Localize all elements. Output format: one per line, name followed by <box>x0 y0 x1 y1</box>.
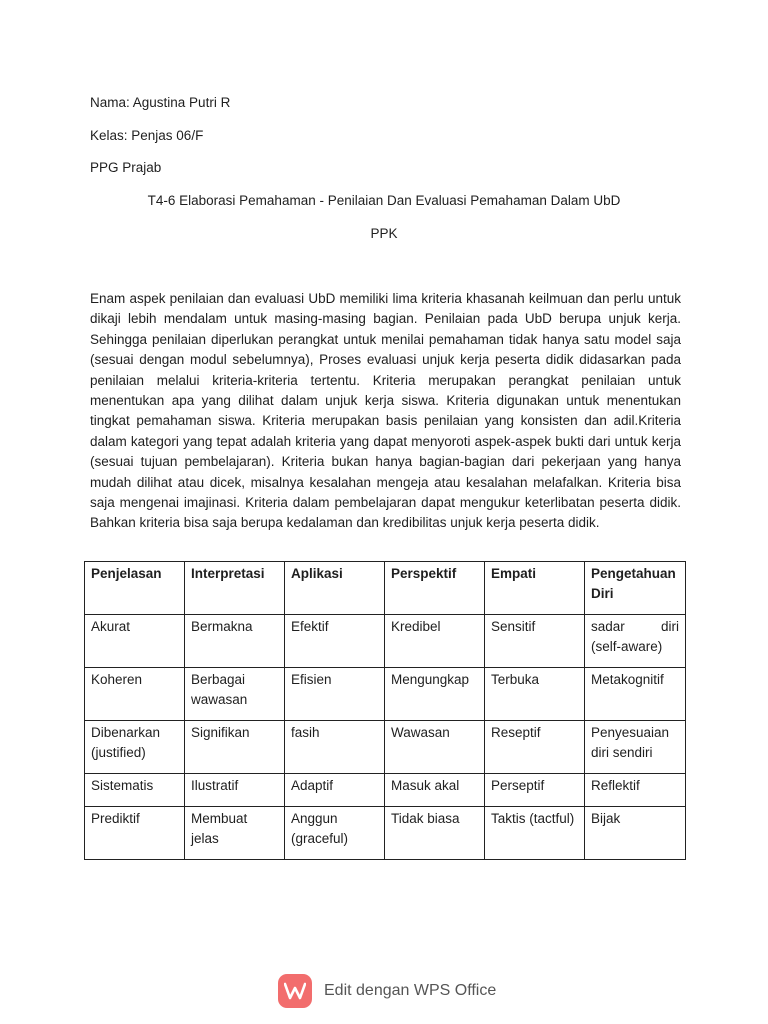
table-cell: Penyesuaian diri sendiri <box>585 721 686 774</box>
table-cell: Tidak biasa <box>385 807 485 860</box>
table-row <box>85 807 686 860</box>
header-cell: Penjelasan <box>85 562 185 615</box>
table-cell: Adaptif <box>285 774 385 807</box>
table-cell: Sensitif <box>485 615 585 668</box>
table-cell: Signifikan <box>185 721 285 774</box>
table-cell: Efisien <box>285 668 385 721</box>
student-name: Nama: Agustina Putri R <box>90 95 231 110</box>
table-cell: Akurat <box>85 615 185 668</box>
cell-line <box>591 617 679 637</box>
table-header-row <box>85 562 686 615</box>
table-cell: Bijak <box>585 807 686 860</box>
table-row <box>85 668 686 721</box>
header-cell: Pengetahuan Diri <box>585 562 686 615</box>
table-cell: Masuk akal <box>385 774 485 807</box>
header-cell: Aplikasi <box>285 562 385 615</box>
wps-edit-label: Edit dengan WPS Office <box>324 982 497 999</box>
table-cell: Kredibel <box>385 615 485 668</box>
table-cell: Mengungkap <box>385 668 485 721</box>
table-cell: Bermakna <box>185 615 285 668</box>
cell-word: sadar <box>591 619 625 634</box>
table-cell: Taktis (tactful) <box>485 807 585 860</box>
criteria-table <box>84 561 686 860</box>
header-cell: Interpretasi <box>185 562 285 615</box>
table-cell: Dibenarkan (justified) <box>85 721 185 774</box>
table-cell: fasih <box>285 721 385 774</box>
table-cell: Metakognitif <box>585 668 686 721</box>
header-cell: Empati <box>485 562 585 615</box>
table-cell: Koheren <box>85 668 185 721</box>
table-row <box>85 774 686 807</box>
table-cell: Reflektif <box>585 774 686 807</box>
header-cell: Perspektif <box>385 562 485 615</box>
table-cell: Wawasan <box>385 721 485 774</box>
table-row <box>85 721 686 774</box>
table-cell: Prediktif <box>85 807 185 860</box>
table-cell: Terbuka <box>485 668 585 721</box>
table-cell: Ilustratif <box>185 774 285 807</box>
table-cell: Membuat jelas <box>185 807 285 860</box>
table-cell: Sistematis <box>85 774 185 807</box>
cell-word: diri <box>660 619 679 634</box>
wps-edit-banner[interactable] <box>278 971 496 1011</box>
document-subtitle: PPK <box>370 226 398 241</box>
body-paragraph: Enam aspek penilaian dan evaluasi UbD memiliki lima kriteria khasanah keilmuan dan perlu untuk dikaji lebih mendalam untuk masing-masing bagian. Penilaian pada UbD berupa unjuk kerja. Sehingga penilaian diperlukan perangkat untuk menilai pemahaman tidak hanya satu model saja (sesuai dengan modul sebelumnya), Proses evaluasi unjuk kerja peserta didik didasarkan pada penilaian melalui kriteria-kriteria tertentu. Kriteria merupakan perangkat penilaian untuk menentukan apa yang dilihat dalam unjuk kerja siswa. Kriteria digunakan untuk menentukan tingkat pemahaman siswa. Kriteria merupakan basis penilaian yang konsisten dan adil.Kriteria dalam kategori yang tepat adalah kriteria yang dapat menyoroti aspek-aspek bukti dari untuk kerja (sesuai tujuan pembelajaran). Kriteria bukan hanya bagian-bagian dari pekerjaan yang hanya mudah dilihat atau dicek, misalnya kesalahan mengeja atau kesalahan melafalkan. Kriteria bisa saja mengenai imajinasi. Kriteria dalam pembelajaran dapat mengukur keterlibatan peserta didik. Bahkan kriteria bisa saja berupa kedalaman dan kredibilitas unjuk kerja peserta didik. <box>90 291 681 531</box>
table-cell: Perseptif <box>485 774 585 807</box>
table-cell: Efektif <box>285 615 385 668</box>
document-title: T4-6 Elaborasi Pemahaman - Penilaian Dan Evaluasi Pemahaman Dalam UbD <box>147 193 621 208</box>
table-row <box>85 615 686 668</box>
student-class: Kelas: Penjas 06/F <box>90 128 204 143</box>
table-cell: Reseptif <box>485 721 585 774</box>
program-label: PPG Prajab <box>90 160 162 175</box>
table-cell: Anggun (graceful) <box>285 807 385 860</box>
table-cell: Berbagai wawasan <box>185 668 285 721</box>
cell-line: (self-aware) <box>591 639 663 654</box>
wps-logo-icon <box>278 974 312 1008</box>
table-cell <box>585 615 686 668</box>
